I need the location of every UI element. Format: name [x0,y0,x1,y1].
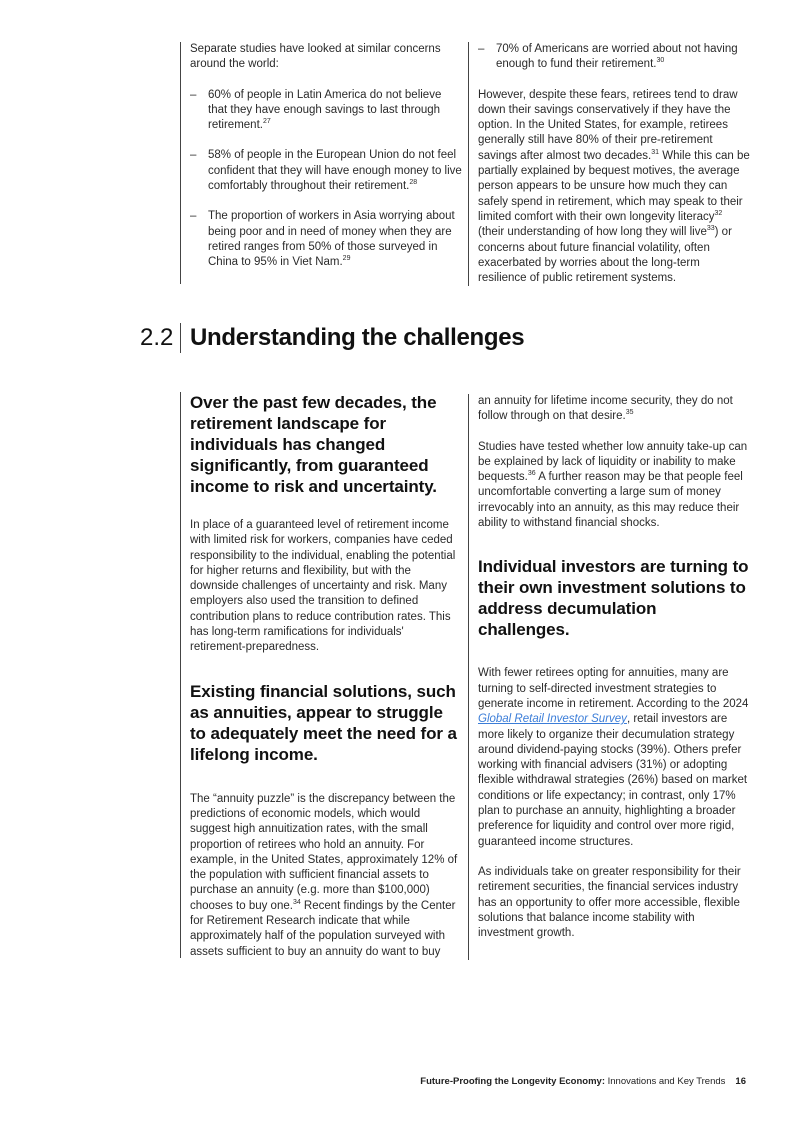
body-paragraph: As individuals take on greater responsibility for their retirement securities, the financial services industry has an opportunity to offer more accessible, flexible solutions that balance income stability with investment growth. [478,865,741,940]
body-paragraph: However, despite these fears, retirees tend to draw down their savings conservatively if they have the option. In the United States, for example, retirees generally still have 80% of their pre-retirement savings after almost two decades.$^{31}$ While this can be partially explained by bequest motives, the average person appears to be unsure how much they can safely spend in retirement, which may speak to their limited comfort with their own longevity literacy$^{32}$ (their understanding of how long they will live$^{33}$) or concerns about future financial volatility, often exacerbated by worries about the long-term resilience of public retirement systems. [478,88,750,285]
footer-title-rest: Innovations and Key Trends [605,1076,726,1087]
footnote-ref: 34 [292,898,301,906]
footnote-ref: 36 [527,470,536,478]
main-left-column [180,392,462,958]
intro-text: Separate studies have looked at similar concerns around the world: [190,43,441,71]
subheading-annuities: Existing financial solutions, such as annuities, appear to struggle to adequately meet the need for a lifelong income. [190,681,457,764]
survey-link[interactable]: Global Retail Investor Survey [478,713,627,726]
page-number: 16 [735,1076,746,1087]
top-right-column [468,42,750,286]
body-paragraph: With fewer retirees opting for annuities, many are turning to self-directed investment strategies to generate income in retirement. According to the 2024 Global Retail Investor Survey, retail investors are more likely to organize their decumulation strategy around dividend-paying stocks (39%). Others prefer working with financial advisers (31%) or adopting flexible withdrawal strategies (26%) based on market conditions or life expectancy; in contrast, only 17% plan to purchase an annuity, highlighting a broader preference for liquidity and control over more rigid, guaranteed income structures. [478,667,749,848]
list-item: – 58% of people in the European Union do not feel confident that they will have enough money to live comfortably throughout their retirement.$^{28}$ [190,149,462,193]
body-paragraph: The “annuity puzzle” is the discrepancy between the predictions of economic models, which would suggest high annuitization rates, with the small proportion of retirees who hold an annuity. For example, in the United States, approximately 12% of the population with sufficient financial assets to purchase an annuity (e.g. more than $100,000) chooses to buy one.$^{34}$ Recent findings by the Center for Retirement Research indicate that while approximately half of the population surveyed with assets sufficient to buy an annuity do want to buy [190,792,458,958]
footnote-ref: 30 [656,57,665,65]
list-item: – 70% of Americans are worried about not having enough to fund their retirement.$^{30}$ [478,43,738,71]
main-right-column [468,394,750,960]
subheading-investors: Individual investors are turning to their own investment solutions to address decumulation challenges. [478,557,749,640]
footnote-ref: 27 [262,118,271,126]
body-paragraph: Studies have tested whether low annuity take-up can be explained by lack of liquidity or inability to make bequests.$^{36}$ A further reason may be that people feel uncomfortable converting a large sum of money irrevocably into an annuity, as this may reduce their ability to withstand financial shocks. [478,440,748,530]
body-paragraph: an annuity for lifetime income security, they do not follow through on that desire.$^{35}$ [478,395,733,423]
footnote-ref: 31 [651,148,660,156]
list-item: – 60% of people in Latin America do not believe that they have enough savings to last through retirement.$^{27}$ [190,88,442,132]
top-left-column [180,42,462,284]
footnote-ref: 28 [409,179,418,187]
section-title: Understanding the challenges [180,323,524,353]
footnote-ref: 35 [625,409,634,417]
list-item: – The proportion of workers in Asia worrying about being poor and in need of money when they are retired ranges from 50% of those surveyed in China to 95% in Viet Nam.$^{29}$ [190,210,455,269]
body-paragraph: In place of a guaranteed level of retirement income with limited risk for workers, companies have ceded responsibility to the individual, enabling the potential for higher returns and flexibility, but with the downside challenges of uncertainty and risk. Many employers also used the transition to defined contribution plans to reduce contribution rates. This has long-term ramifications for individuals' retirement-preparedness. [190,519,456,654]
footnote-ref: 32 [714,210,723,218]
subheading-landscape: Over the past few decades, the retirement landscape for individuals has changed significantly, from guaranteed income to risk and uncertainty. [190,393,437,496]
footnote-ref: 33 [706,225,715,233]
footnote-ref: 29 [342,255,351,263]
footer-title-bold: Future-Proofing the Longevity Economy: [420,1076,605,1087]
section-number: 2.2 [140,324,174,351]
page-footer [420,1076,746,1087]
